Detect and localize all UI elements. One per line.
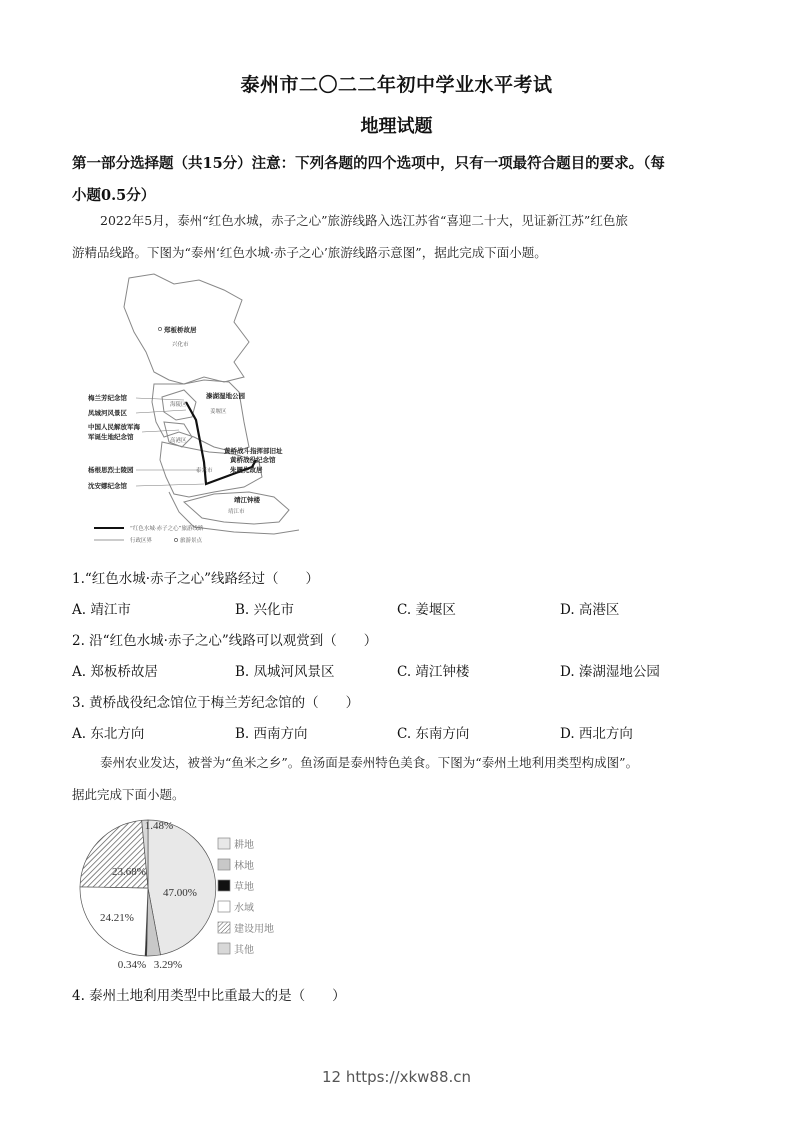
section-instructions <box>72 148 732 212</box>
svg-text:耕地: 耕地 <box>234 840 254 851</box>
svg-text:梅兰芳纪念馆: 梅兰芳纪念馆 <box>88 394 127 402</box>
svg-text:黄桥战役纪念馆: 黄桥战役纪念馆 <box>230 456 276 464</box>
passage-route-line-2: 游精品线路。下图为“泰州‘红色水城·赤子之心’旅游线路示意图”，据此完成下面小题。 <box>72 245 547 260</box>
svg-text:林地: 林地 <box>234 861 254 872</box>
svg-text:姜堰区: 姜堰区 <box>210 409 227 415</box>
svg-text:3.29%: 3.29% <box>153 959 183 971</box>
svg-text:建设用地: 建设用地 <box>234 924 274 935</box>
svg-text:“红色水城·赤子之心”旅游线路: “红色水城·赤子之心”旅游线路 <box>130 526 204 532</box>
passage-route-line-1: 2022年5月，泰州“红色水城，赤子之心”旅游线路入选江苏省“喜迎二十大，见证新江苏”红色旅 <box>100 213 628 228</box>
legend-other-swatch-icon <box>218 943 230 954</box>
svg-text:溱湖湿地公园: 溱湖湿地公园 <box>206 392 245 400</box>
q1-option-c[interactable]: C. 姜堰区 <box>397 602 456 618</box>
svg-text:凤城河风景区: 凤城河风景区 <box>88 409 127 417</box>
passage-landuse-line-2: 据此完成下面小题。 <box>72 787 185 802</box>
map-labels <box>87 325 283 515</box>
svg-text:行政区界: 行政区界 <box>130 538 153 544</box>
svg-text:郑板桥故居: 郑板桥故居 <box>164 326 197 334</box>
svg-text:草地: 草地 <box>234 882 254 893</box>
q3-option-d[interactable]: D. 西北方向 <box>560 726 633 742</box>
q1-option-d[interactable]: D. 高港区 <box>560 602 620 618</box>
question-1-stem: 1.“红色水城·赤子之心”线路经过（ ） <box>72 571 319 587</box>
q2-option-c[interactable]: C. 靖江钟楼 <box>397 664 470 680</box>
q1-option-b[interactable]: B. 兴化市 <box>235 602 295 618</box>
svg-text:海陵区: 海陵区 <box>170 402 187 408</box>
svg-text:其他: 其他 <box>234 945 254 956</box>
question-3-stem: 3. 黄桥战役纪念馆位于梅兰芳纪念馆的（ ） <box>72 695 360 711</box>
page-footer: 12 https://xkw88.cn <box>321 1068 472 1086</box>
svg-text:水域: 水域 <box>234 903 254 914</box>
svg-text:旅游景点: 旅游景点 <box>180 538 203 544</box>
svg-text:47.00%: 47.00% <box>163 887 197 899</box>
legend-forest-swatch-icon <box>218 859 230 870</box>
svg-text:24.21%: 24.21% <box>100 912 134 924</box>
q2-option-a[interactable]: A. 郑板桥故居 <box>72 664 158 680</box>
svg-text:沈安娜纪念馆: 沈安娜纪念馆 <box>88 482 127 490</box>
map-legend <box>94 524 204 544</box>
spot-marker-icon <box>158 327 161 330</box>
exam-subtitle: 地理试题 <box>360 116 433 137</box>
svg-text:1.48%: 1.48% <box>144 820 174 832</box>
svg-text:高港区: 高港区 <box>170 438 187 444</box>
svg-text:靖江钟楼: 靖江钟楼 <box>234 496 260 504</box>
svg-text:靖江市: 靖江市 <box>228 509 245 515</box>
svg-text:0.34%: 0.34% <box>117 959 147 971</box>
section-line-2: 小题0.5分） <box>72 187 156 204</box>
svg-text:兴化市: 兴化市 <box>172 342 189 348</box>
question-2-stem: 2. 沿“红色水城·赤子之心”线路可以观赏到（ ） <box>72 633 378 649</box>
q3-option-a[interactable]: A. 东北方向 <box>72 726 145 742</box>
passage-landuse <box>72 747 732 811</box>
svg-text:23.68%: 23.68% <box>112 866 146 878</box>
svg-text:朱履先故居: 朱履先故居 <box>230 466 263 474</box>
exam-title: 泰州市二〇二二年初中学业水平考试 <box>240 74 553 96</box>
svg-text:中国人民解放军海: 中国人民解放军海 <box>88 423 140 431</box>
svg-text:黄桥战斗指挥部旧址: 黄桥战斗指挥部旧址 <box>224 447 283 455</box>
q2-option-b[interactable]: B. 凤城河风景区 <box>235 664 335 680</box>
legend-cultivated-swatch-icon <box>218 838 230 849</box>
pie-legend <box>218 838 274 956</box>
legend-construction-swatch-icon <box>218 922 230 933</box>
route-map <box>84 272 320 552</box>
q3-option-c[interactable]: C. 东南方向 <box>397 726 470 742</box>
landuse-pie-chart <box>72 808 302 973</box>
q2-option-d[interactable]: D. 溱湖湿地公园 <box>560 664 660 680</box>
q1-option-a[interactable]: A. 靖江市 <box>72 602 131 618</box>
section-line-1: 第一部分选择题（共15分）注意：下列各题的四个选项中，只有一项最符合题目的要求。（每 <box>72 155 665 172</box>
legend-grass-swatch-icon <box>218 880 230 891</box>
q3-option-b[interactable]: B. 西南方向 <box>235 726 308 742</box>
passage-route <box>72 205 732 269</box>
svg-text:杨根思烈士陵园: 杨根思烈士陵园 <box>88 466 134 474</box>
legend-water-swatch-icon <box>218 901 230 912</box>
svg-text:军诞生地纪念馆: 军诞生地纪念馆 <box>88 433 134 441</box>
svg-text:泰兴市: 泰兴市 <box>196 468 213 474</box>
spot-legend-icon <box>174 538 177 541</box>
passage-landuse-line-1: 泰州农业发达，被誉为“鱼米之乡”。鱼汤面是泰州特色美食。下图为“泰州土地利用类型构成图”。 <box>100 755 639 770</box>
question-4-stem: 4. 泰州土地利用类型中比重最大的是（ ） <box>72 988 346 1004</box>
